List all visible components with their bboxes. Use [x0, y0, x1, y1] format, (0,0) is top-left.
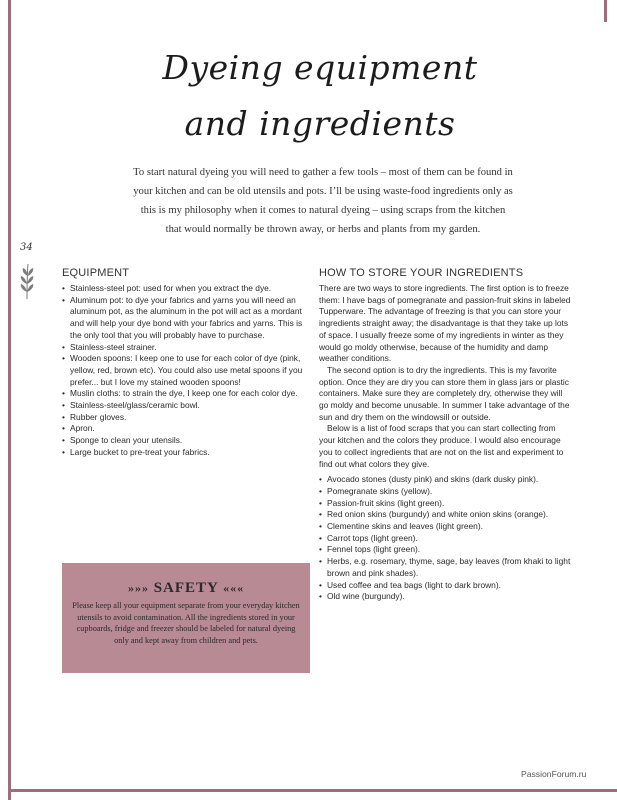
list-item: • Aluminum pot: to dye your fabrics and yarns you will need an aluminum pot, as the aluminum in the pot will act as a mordant and will help your dye bond with your fabrics and yarns. This is the only tool that you will probably have to purchase.	[62, 295, 310, 342]
list-item: • Large bucket to pre-treat your fabrics.	[62, 447, 310, 459]
page-number: 34	[20, 242, 33, 253]
list-item: • Apron.	[62, 423, 310, 435]
page-border-bottom	[8, 789, 617, 792]
ingredients-list	[319, 474, 571, 603]
list-item: • Herbs, e.g. rosemary, thyme, sage, bay leaves (from khaki to light brown and pink shades).	[319, 556, 571, 579]
storage-heading: HOW TO STORE YOUR INGREDIENTS	[319, 267, 524, 279]
list-item: • Muslin cloths: to strain the dye, I keep one for each color dye.	[62, 388, 310, 400]
list-item: • Used coffee and tea bags (light to dark brown).	[319, 580, 571, 592]
right-chevrons: «««	[223, 581, 245, 595]
intro-paragraph: To start natural dyeing you will need to gather a few tools – most of them can be found in your kitchen and can be old utensils and pots. I’ll be using waste-food ingredients only as this is my philosophy when it comes to natural dyeing – using scraps from the kitchen that would normally be thrown away, or herbs and plants from my garden.	[133, 167, 513, 235]
list-item: • Sponge to clean your utensils.	[62, 435, 310, 447]
equipment-heading: EQUIPMENT	[62, 267, 130, 279]
watermark: PassionForum.ru	[521, 769, 587, 779]
list-item: • Stainless-steel strainer.	[62, 342, 310, 354]
page-title	[120, 40, 520, 152]
title-line-1: Dyeing equipment	[162, 48, 478, 87]
safety-box	[62, 563, 310, 673]
storage-paragraph-3: Below is a list of food scraps that you can start collecting from your kitchen and the colors they produce. I would also encourage you to collect ingredients that are not on the list and experiment to find out what colors they give.	[319, 423, 564, 469]
title-line-2: and ingredients	[184, 104, 456, 143]
list-item: • Fennel tops (light green).	[319, 544, 571, 556]
safety-body: Please keep all your equipment separate from your everyday kitchen utensils to avoid contamination. All the ingredients stored in your cupboards, fridge and freezer should be labeled for natural dyeing only and kept away from children and pets.	[72, 601, 300, 645]
equipment-list	[62, 283, 310, 459]
storage-paragraph-2: The second option is to dry the ingredients. This is my favorite option. Once they are dry you can store them in glass jars or plastic containers. Make sure they are completely dry, otherwise they will go moldy and become unusable. In summer I take advantage of the sun and dry them on the windowsill or outside.	[319, 364, 570, 422]
page-border-right	[604, 0, 607, 22]
list-item: • Pomegranate skins (yellow).	[319, 486, 571, 498]
list-item: • Red onion skins (burgundy) and white onion skins (orange).	[319, 509, 571, 521]
safety-title-text: SAFETY	[153, 580, 219, 596]
list-item: • Carrot tops (light green).	[319, 533, 571, 545]
list-item: • Clementine skins and leaves (light green).	[319, 521, 571, 533]
list-item: • Avocado stones (dusty pink) and skins (dark dusky pink).	[319, 474, 571, 486]
list-item: • Stainless-steel/glass/ceramic bowl.	[62, 400, 310, 412]
equipment-section	[62, 266, 310, 459]
left-chevrons: »»»	[127, 581, 149, 595]
storage-paragraph-1: There are two ways to store ingredients. The first option is to freeze them: I have bags of pomegranate and passion-fruit skins in labeled Tupperware. The advantage of freezing is that you can store your ingredients straight away; the disadvantage is that they take up lots of space. I usually freeze some of my ingredients in winter as they would go moldy otherwise, because of the humidity and damp weather conditions.	[319, 283, 571, 364]
leaf-icon	[16, 262, 38, 300]
list-item: • Old wine (burgundy).	[319, 591, 571, 603]
page-border-left	[8, 0, 11, 800]
list-item: • Rubber gloves.	[62, 412, 310, 424]
list-item: • Wooden spoons: I keep one to use for each color of dye (pink, yellow, red, brown etc). You could also use metal spoons if you prefer... but I love my stained wooden spoons!	[62, 353, 310, 388]
storage-section	[319, 266, 571, 603]
list-item: • Passion-fruit skins (light green).	[319, 498, 571, 510]
list-item: • Stainless-steel pot: used for when you extract the dye.	[62, 283, 310, 295]
safety-title	[62, 579, 310, 597]
